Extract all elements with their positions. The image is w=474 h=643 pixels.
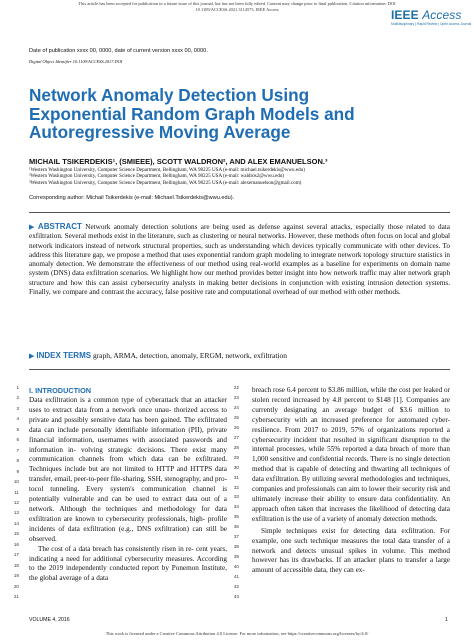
text-line: confidential records. There is no single detection method	[252, 455, 451, 474]
logo-tagline: Multidisciplinary | Rapid Review | Open Access Journal	[391, 22, 472, 26]
text-line: $3.6 million to cybersecurity with an increased preference	[252, 405, 450, 424]
text-line: report by Ponemon Institute, the global average of a data	[29, 564, 227, 583]
line-number: 26	[233, 424, 239, 430]
line-number: 4	[16, 416, 19, 422]
abstract-line: exfiltration scenarios. We highlight how our method provides better insight into how network traffic may	[86, 269, 392, 278]
line-numbers-left	[9, 385, 19, 605]
abstract-line: to integrate network topology structure statistics in anomaly detection. We demonstrate the effectiveness of	[29, 250, 451, 269]
text-line: in significant disruption to the internal processes, while 55%	[252, 435, 450, 454]
paragraph	[29, 396, 227, 545]
line-number: 15	[13, 531, 19, 537]
text-line: transfer a large amount of accessible data, they can ex-	[252, 556, 450, 575]
text-line: usernames with associated passwords and information in-	[29, 435, 227, 454]
corresponding-author: Corresponding author: Michail Tsikerdekis (e-mail: Michael.Tsikerdekis@wwu.edu).	[29, 195, 235, 201]
text-line: example, one such technique measures the total data transfer	[252, 536, 438, 545]
line-number: 37	[233, 534, 239, 540]
text-line: profile incidents of data exfiltration (e.g., DNS exfiltration)	[29, 514, 227, 533]
line-number: 32	[233, 484, 239, 490]
text-line: network. Although the techniques and methodology for data	[29, 504, 227, 513]
text-line: cent years, indicating a need for additional cybersecurity	[29, 544, 227, 563]
line-number: 38	[233, 544, 239, 550]
text-line: identifiable information (PII), private financial information,	[29, 425, 227, 444]
line-number: 23	[233, 394, 239, 400]
text-line: Companies are currently designating an average budget of	[252, 395, 450, 414]
line-number: 40	[233, 564, 239, 570]
divider	[29, 369, 450, 370]
line-number: 1	[16, 385, 19, 390]
footer-volume: VOLUME 4, 2016	[29, 617, 70, 623]
text-line: thorized access to private and possibly sensitive data has	[29, 405, 227, 424]
line-number: 31	[233, 474, 239, 480]
abstract-line: alter network graph structure and how this can assist cybersecurity analysts in making better decisions in	[29, 269, 451, 287]
title-line: Exponential Random Graph Models and	[29, 103, 355, 124]
paragraph	[252, 386, 450, 525]
line-number: 22	[233, 385, 239, 390]
prepublication-note-line: 10.1109/ACCESS.2021.3114575, IEEE Access	[195, 6, 279, 12]
paragraph	[29, 545, 227, 585]
line-number: 28	[233, 444, 239, 450]
line-number: 29	[233, 454, 239, 460]
line-number: 25	[233, 414, 239, 420]
line-number: 43	[233, 593, 239, 599]
divider	[29, 212, 450, 213]
ieee-access-wordmark	[391, 8, 465, 22]
line-number: 5	[16, 426, 19, 432]
text-line: ensure data confidentiality. An approach often taken that	[252, 494, 450, 513]
affiliation-line: ¹Western Washington University, Computer Science Department, Bellingham, WA 98225 USA (e-mail: michael.tsikerdekis@wwu.edu)	[29, 167, 305, 173]
line-number: 13	[13, 510, 19, 516]
abstract-label: ABSTRACT	[37, 222, 82, 231]
line-number: 14	[13, 520, 19, 526]
right-column	[252, 386, 450, 576]
section-heading	[29, 386, 227, 396]
line-number: 21	[13, 594, 19, 599]
line-number: 17	[13, 552, 19, 558]
triangle-bullet-icon: ▶	[29, 352, 35, 360]
text-line: email, peer-to-peer file-sharing, SSH, stenography, and pro-	[54, 475, 227, 484]
abstract-line: positive rate and computational overhead of our method with other methods.	[180, 288, 401, 297]
line-number: 20	[13, 583, 19, 589]
line-number: 16	[13, 541, 19, 547]
line-number: 19	[13, 573, 19, 579]
text-line: been gained. The exfiltrated data can include personally	[29, 415, 227, 434]
publication-dates: Date of publication xxxx 00, 0000, date of current version xxxx 00, 0000.	[29, 48, 208, 54]
title-line: Autoregressive Moving Average	[29, 122, 291, 143]
text-line: Data exfiltration is a common type of cyberattack that an	[29, 396, 205, 404]
abstract-block	[29, 222, 450, 297]
line-number: 35	[233, 514, 239, 520]
line-number: 42	[233, 584, 239, 589]
text-line: include but are not limited to HTTP and HTTPS data transfer,	[29, 465, 227, 484]
line-number: 30	[233, 464, 239, 470]
abstract-line: or neural networks. However, these methods often focus on local and global network indicators instead	[29, 232, 451, 250]
left-column	[29, 386, 227, 584]
line-number: 36	[233, 524, 239, 530]
line-number: 39	[233, 554, 239, 560]
line-number: 10	[13, 479, 19, 485]
line-number: 8	[16, 458, 19, 464]
text-line: reported a data breach of more than 1,000 sensitive and	[252, 445, 450, 464]
line-number: 2	[16, 395, 19, 401]
text-line: their security risk and ultimately increase their ability to	[252, 485, 451, 503]
line-number: 18	[13, 562, 19, 568]
text-line: leaked or stolen record increased by 4.8 percent to $148 [1].	[252, 386, 450, 404]
text-line: Simple techniques exist for detecting data exfiltration. For	[261, 526, 450, 535]
line-number: 34	[233, 504, 239, 510]
doi-line: Digital Object Identifier 10.1109/ACCESS.2017.DOI	[29, 59, 123, 64]
ieee-access-logo	[391, 8, 472, 26]
text-line: that is capable of detecting and thwarting all techniques	[276, 465, 444, 474]
abstract-line: especially those related to data exfiltration. Several methods exist in the literature, such as clustering	[29, 223, 450, 241]
affiliations	[29, 167, 305, 186]
line-number: 24	[233, 404, 239, 410]
text-line: attacker uses to extract data from a network once unau-	[29, 396, 227, 414]
abstract-line: conjunction with existing intrusion detection systems. Finally, we compare and contrast the accuracy, false	[29, 278, 451, 297]
text-line: method however has its drawbacks. If an attacker plans to	[252, 546, 450, 565]
abstract-line: devices. To address this literature gap, we propose a method that uses exponential random graph modeling	[29, 241, 451, 259]
line-number: 12	[13, 499, 19, 505]
prepublication-note-line: This article has been accepted for publication in a future issue of this journal, but has not been fully edited. Content may change prior to final publication. Citation information: DOI	[78, 1, 396, 6]
index-terms-label: INDEX TERMS	[36, 351, 92, 360]
index-terms	[29, 351, 287, 360]
text-line: breach rose 6.4 percent to $3.86 million, while the cost per	[252, 386, 424, 394]
line-number: 9	[16, 468, 19, 474]
triangle-bullet-icon: ▶	[29, 223, 36, 231]
text-line: The cost of a data breach has consistently risen in re-	[38, 544, 196, 553]
text-line: of data exfiltration. By utilizing several methodologies and	[252, 465, 450, 484]
text-line: can still be observed.	[29, 524, 227, 543]
text-line: of a network and detects unusual spikes in volume. This	[252, 536, 450, 555]
line-number: 6	[16, 437, 19, 443]
abstract-line: our method using real-world examples as a baseline for experiments on domain name system (DNS) data	[29, 260, 451, 278]
affiliation-line: ²Western Washington University, Computer Science Department, Bellingham, WA 98225 USA (e-mail: waldros2@wwu.edu)	[29, 173, 285, 180]
line-number: 7	[16, 447, 19, 453]
index-terms-text: graph, ARMA, detection, anomaly, ERGM, network, exfiltration	[92, 351, 287, 360]
line-number: 3	[16, 405, 19, 411]
line-number: 33	[233, 494, 239, 500]
text-line: potentially vulnerable and can be used to extract data out of a	[29, 495, 227, 504]
logo-main: IEEE	[391, 8, 419, 22]
title-line: Network Anomaly Detection Using	[29, 85, 310, 105]
logo-accent: Access	[422, 8, 462, 22]
author-list: MICHAIL TSIKERDEKIS¹, (SMIEEE), SCOTT WALDRON², AND ALEX EMANUELSON.³	[29, 157, 328, 166]
affiliation-line: ³Western Washington University, Computer Science Department, Bellingham, WA 98225 USA (e-mail: alexemanuelson@gmail.com)	[29, 179, 302, 186]
text-line: exfiltration are known to cybersecurity professionals, high-	[29, 514, 208, 523]
line-number: 27	[233, 434, 239, 440]
abstract-line: of network structural properties, such as understanding which devices typically communicate with other	[108, 241, 415, 250]
line-number: 11	[14, 489, 19, 495]
text-line: tocol tunneling. Every system's communication channel is	[29, 485, 227, 494]
line-number: 41	[233, 574, 239, 580]
license-note: This work is licensed under a Creative Commons Attribution 4.0 License. For more information, see https://creativecommons.org/licenses/by/4.0/	[105, 631, 369, 636]
paragraph	[252, 527, 450, 577]
text-line: channels from which data can be exfiltrated. Techniques	[29, 455, 227, 474]
text-line: increases the likelihood of detecting data exfiltration is the	[252, 504, 450, 523]
text-line: techniques, companies and professionals can aim to lower	[252, 475, 450, 494]
text-line: use of a variety of anomaly detection methods.	[302, 514, 438, 523]
text-line: measures. According to the 2019 independently conducted	[29, 554, 227, 573]
section-number: I.	[29, 386, 34, 395]
line-numbers-right	[229, 385, 239, 605]
section-title: INTRODUCTION	[35, 386, 92, 395]
footer-page-number: 1	[445, 617, 448, 623]
paper-title	[29, 86, 449, 142]
text-line: for automated cyber-resilience. From 2017 to 2019, 57% of	[252, 415, 451, 434]
text-line: organizations reported a cybersecurity incident that resulted	[252, 425, 450, 444]
text-line: volving strategic decisions. There exist many communication	[29, 445, 227, 464]
abstract-line: Network anomaly detection solutions are being used as defense against several attacks,	[85, 223, 353, 231]
